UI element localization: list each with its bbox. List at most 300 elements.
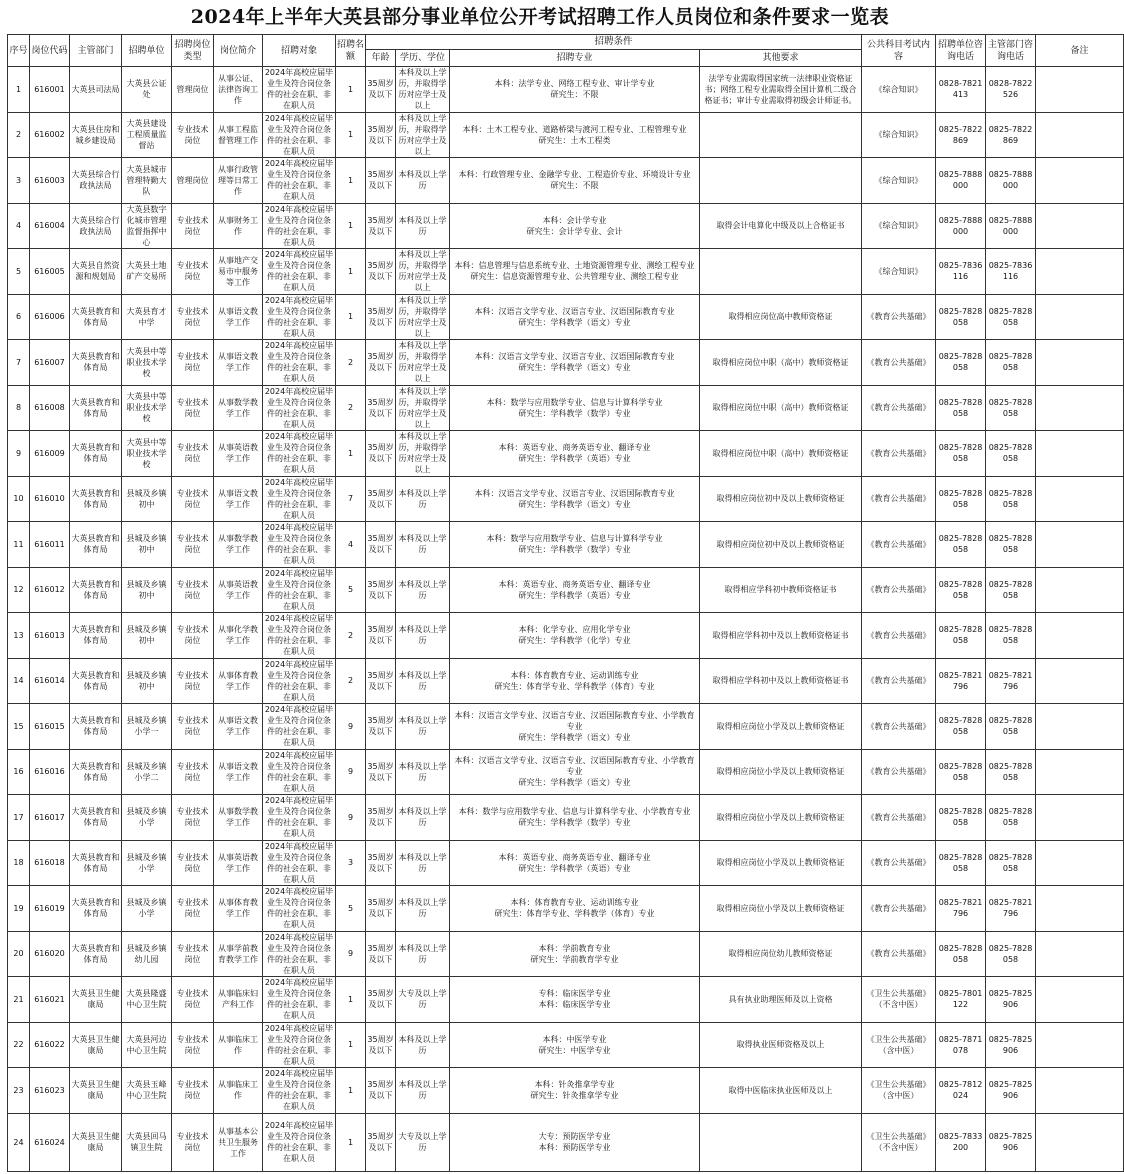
cell-target: 2024年高校应届毕业生及符合岗位条件的社会在职、非在职人员 [263, 1068, 336, 1114]
cell-other: 法学专业需取得国家统一法律职业资格证书；网络工程专业需取得全国计算机二级合格证书；审计专业需取得初级会计师证书。 [700, 67, 862, 113]
cell-other [700, 112, 862, 158]
cell-unit-phone: 0825-7828058 [936, 340, 986, 386]
cell-remark [1036, 522, 1124, 568]
cell-post-type: 专业技术岗位 [172, 431, 214, 477]
cell-unit: 县城及乡镇初中 [122, 522, 172, 568]
cell-other: 取得相应学科初中及以上教师资格证书 [700, 613, 862, 659]
cell-code: 616015 [30, 704, 70, 750]
cell-code: 616018 [30, 840, 70, 886]
cell-exam: 《教育公共基础》 [862, 840, 936, 886]
cell-major: 本科：汉语言文学专业、汉语言专业、汉语国际教育专业、小学教育专业 研究生：学科教学（语文）专业 [450, 704, 700, 750]
cell-code: 616011 [30, 522, 70, 568]
cell-seq: 22 [8, 1022, 30, 1068]
cell-unit-phone: 0825-7822869 [936, 112, 986, 158]
cell-dept: 大英县教育和体育局 [70, 294, 122, 340]
table-row [8, 67, 1124, 113]
cell-unit-phone: 0825-7828058 [936, 840, 986, 886]
cell-unit: 大英县隆盛中心卫生院 [122, 977, 172, 1023]
cell-age: 35周岁及以下 [366, 67, 396, 113]
cell-major: 本科：英语专业、商务英语专业、翻译专业 研究生：学科教学（英语）专业 [450, 567, 700, 613]
cell-seq: 18 [8, 840, 30, 886]
cell-unit: 县城及乡镇小学 [122, 840, 172, 886]
cell-dept-phone: 0825-7825906 [986, 1022, 1036, 1068]
cell-remark [1036, 795, 1124, 841]
cell-seq: 24 [8, 1113, 30, 1171]
cell-unit: 大英县回马镇卫生院 [122, 1113, 172, 1171]
cell-other: 取得相应岗位高中教师资格证 [700, 294, 862, 340]
cell-quota: 1 [336, 67, 366, 113]
cell-age: 35周岁及以下 [366, 749, 396, 795]
cell-remark [1036, 294, 1124, 340]
cell-age: 35周岁及以下 [366, 522, 396, 568]
cell-quota: 3 [336, 840, 366, 886]
cell-quota: 2 [336, 340, 366, 386]
cell-seq: 1 [8, 67, 30, 113]
header-dept-phone: 主管部门咨询电话 [986, 35, 1036, 67]
cell-dept: 大英县自然资源和规划局 [70, 249, 122, 295]
cell-code: 616010 [30, 476, 70, 522]
cell-major: 本科：针灸推拿学专业 研究生：针灸推拿学专业 [450, 1068, 700, 1114]
cell-post-desc: 从事英语教学工作 [214, 840, 263, 886]
cell-remark [1036, 112, 1124, 158]
cell-unit-phone: 0825-7828058 [936, 931, 986, 977]
cell-dept-phone: 0825-7836116 [986, 249, 1036, 295]
cell-age: 35周岁及以下 [366, 1022, 396, 1068]
cell-exam: 《教育公共基础》 [862, 704, 936, 750]
cell-edu: 本科及以上学历，并取得学历对应学士及以上 [396, 294, 450, 340]
header-major: 招聘专业 [450, 50, 700, 67]
cell-edu: 本科及以上学历，并取得学历对应学士及以上 [396, 431, 450, 477]
cell-code: 616019 [30, 886, 70, 932]
cell-exam: 《教育公共基础》 [862, 931, 936, 977]
table-row [8, 385, 1124, 431]
cell-target: 2024年高校应届毕业生及符合岗位条件的社会在职、非在职人员 [263, 886, 336, 932]
cell-dept-phone: 0825-7828058 [986, 704, 1036, 750]
cell-remark [1036, 704, 1124, 750]
cell-quota: 1 [336, 203, 366, 249]
cell-post-type: 专业技术岗位 [172, 840, 214, 886]
cell-code: 616024 [30, 1113, 70, 1171]
cell-exam: 《教育公共基础》 [862, 294, 936, 340]
cell-unit: 大英县中等职业技术学校 [122, 340, 172, 386]
cell-dept: 大英县教育和体育局 [70, 385, 122, 431]
cell-remark [1036, 886, 1124, 932]
cell-quota: 9 [336, 795, 366, 841]
cell-major: 本科：化学专业、应用化学专业 研究生：学科教学（化学）专业 [450, 613, 700, 659]
cell-code: 616017 [30, 795, 70, 841]
cell-dept: 大英县卫生健康局 [70, 977, 122, 1023]
cell-dept: 大英县教育和体育局 [70, 340, 122, 386]
header-post-type: 招聘岗位类型 [172, 35, 214, 67]
cell-unit-phone: 0828-7821413 [936, 67, 986, 113]
header-exam: 公共科目考试内容 [862, 35, 936, 67]
cell-dept-phone: 0825-7825906 [986, 1068, 1036, 1114]
cell-code: 616003 [30, 158, 70, 204]
cell-edu: 本科及以上学历，并取得学历对应学士及以上 [396, 249, 450, 295]
cell-age: 35周岁及以下 [366, 567, 396, 613]
cell-other: 取得相应岗位小学及以上教师资格证 [700, 704, 862, 750]
cell-unit-phone: 0825-7828058 [936, 522, 986, 568]
cell-exam: 《教育公共基础》 [862, 522, 936, 568]
cell-dept-phone: 0825-7828058 [986, 840, 1036, 886]
header-remark: 备注 [1036, 35, 1124, 67]
cell-unit: 大英县城市管理特勤大队 [122, 158, 172, 204]
cell-age: 35周岁及以下 [366, 840, 396, 886]
cell-post-desc: 从事基本公共卫生服务工作 [214, 1113, 263, 1171]
header-code: 岗位代码 [30, 35, 70, 67]
cell-seq: 13 [8, 613, 30, 659]
cell-post-type: 专业技术岗位 [172, 704, 214, 750]
cell-post-type: 专业技术岗位 [172, 340, 214, 386]
cell-post-type: 专业技术岗位 [172, 567, 214, 613]
cell-unit: 县城及乡镇小学 [122, 886, 172, 932]
cell-target: 2024年高校应届毕业生及符合岗位条件的社会在职、非在职人员 [263, 1022, 336, 1068]
cell-code: 616004 [30, 203, 70, 249]
cell-exam: 《综合知识》 [862, 158, 936, 204]
cell-edu: 本科及以上学历 [396, 613, 450, 659]
cell-unit: 县城及乡镇小学 [122, 795, 172, 841]
cell-unit-phone: 0825-7836116 [936, 249, 986, 295]
cell-dept-phone: 0825-7828058 [986, 294, 1036, 340]
cell-edu: 本科及以上学历 [396, 931, 450, 977]
cell-age: 35周岁及以下 [366, 476, 396, 522]
cell-unit: 县城及乡镇初中 [122, 567, 172, 613]
cell-unit: 大英县公证处 [122, 67, 172, 113]
cell-dept: 大英县教育和体育局 [70, 704, 122, 750]
cell-exam: 《综合知识》 [862, 249, 936, 295]
cell-unit: 县城及乡镇幼儿园 [122, 931, 172, 977]
cell-seq: 10 [8, 476, 30, 522]
cell-quota: 1 [336, 158, 366, 204]
header-edu: 学历、学位 [396, 50, 450, 67]
cell-dept: 大英县教育和体育局 [70, 931, 122, 977]
table-row [8, 158, 1124, 204]
cell-age: 35周岁及以下 [366, 931, 396, 977]
cell-remark [1036, 1113, 1124, 1171]
cell-unit: 大英县数字化城市管理监督指挥中心 [122, 203, 172, 249]
cell-unit-phone: 0825-7888000 [936, 158, 986, 204]
cell-code: 616014 [30, 658, 70, 704]
cell-major: 本科：英语专业、商务英语专业、翻译专业 研究生：学科教学（英语）专业 [450, 431, 700, 477]
header-seq: 序号 [8, 35, 30, 67]
cell-post-type: 专业技术岗位 [172, 249, 214, 295]
cell-post-desc: 从事语文教学工作 [214, 704, 263, 750]
cell-post-desc: 从事公证、法律咨询工作 [214, 67, 263, 113]
cell-other: 取得相应学科初中及以上教师资格证书 [700, 658, 862, 704]
cell-other: 取得执业医师资格及以上 [700, 1022, 862, 1068]
cell-major: 本科：体育教育专业、运动训练专业 研究生：体育学专业、学科教学（体育）专业 [450, 886, 700, 932]
cell-age: 35周岁及以下 [366, 704, 396, 750]
table-row [8, 203, 1124, 249]
cell-age: 35周岁及以下 [366, 158, 396, 204]
cell-quota: 5 [336, 567, 366, 613]
cell-unit-phone: 0825-7801122 [936, 977, 986, 1023]
cell-post-type: 专业技术岗位 [172, 977, 214, 1023]
cell-code: 616002 [30, 112, 70, 158]
cell-exam: 《教育公共基础》 [862, 431, 936, 477]
cell-exam: 《教育公共基础》 [862, 613, 936, 659]
cell-major: 本科：会计学专业 研究生：会计学专业、会计 [450, 203, 700, 249]
table-row [8, 340, 1124, 386]
cell-major: 大专：预防医学专业 本科：预防医学专业 [450, 1113, 700, 1171]
cell-dept: 大英县卫生健康局 [70, 1022, 122, 1068]
cell-unit-phone: 0825-7821796 [936, 886, 986, 932]
cell-edu: 本科及以上学历 [396, 749, 450, 795]
cell-edu: 大专及以上学历 [396, 977, 450, 1023]
cell-dept-phone: 0825-7828058 [986, 567, 1036, 613]
cell-dept: 大英县教育和体育局 [70, 886, 122, 932]
cell-seq: 23 [8, 1068, 30, 1114]
cell-seq: 7 [8, 340, 30, 386]
header-post-desc: 岗位简介 [214, 35, 263, 67]
cell-remark [1036, 67, 1124, 113]
table-header [8, 35, 1124, 67]
cell-quota: 2 [336, 613, 366, 659]
cell-age: 35周岁及以下 [366, 340, 396, 386]
header-quota: 招聘名额 [336, 35, 366, 67]
cell-major: 本科：体育教育专业、运动训练专业 研究生：体育学专业、学科教学（体育）专业 [450, 658, 700, 704]
cell-exam: 《教育公共基础》 [862, 795, 936, 841]
cell-remark [1036, 977, 1124, 1023]
cell-seq: 3 [8, 158, 30, 204]
cell-code: 616012 [30, 567, 70, 613]
cell-target: 2024年高校应届毕业生及符合岗位条件的社会在职、非在职人员 [263, 385, 336, 431]
cell-other: 取得相应岗位初中及以上教师资格证 [700, 522, 862, 568]
table-body [8, 67, 1124, 1172]
cell-target: 2024年高校应届毕业生及符合岗位条件的社会在职、非在职人员 [263, 977, 336, 1023]
cell-quota: 1 [336, 1113, 366, 1171]
cell-seq: 17 [8, 795, 30, 841]
cell-post-type: 专业技术岗位 [172, 658, 214, 704]
cell-remark [1036, 749, 1124, 795]
cell-post-desc: 从事语文教学工作 [214, 294, 263, 340]
cell-quota: 5 [336, 886, 366, 932]
cell-major: 本科：汉语言文学专业、汉语言专业、汉语国际教育专业 研究生：学科教学（语文）专业 [450, 476, 700, 522]
recruitment-table [7, 34, 1124, 1172]
cell-post-type: 专业技术岗位 [172, 476, 214, 522]
cell-post-type: 管理岗位 [172, 158, 214, 204]
cell-quota: 1 [336, 112, 366, 158]
cell-seq: 4 [8, 203, 30, 249]
cell-dept: 大英县教育和体育局 [70, 749, 122, 795]
cell-other: 取得相应岗位中职（高中）教师资格证 [700, 340, 862, 386]
cell-seq: 5 [8, 249, 30, 295]
cell-exam: 《卫生公共基础》（不含中医） [862, 1113, 936, 1171]
cell-unit: 县城及乡镇小学二 [122, 749, 172, 795]
cell-target: 2024年高校应届毕业生及符合岗位条件的社会在职、非在职人员 [263, 658, 336, 704]
cell-major: 专科：临床医学专业 本科：临床医学专业 [450, 977, 700, 1023]
cell-dept-phone: 0825-7828058 [986, 613, 1036, 659]
cell-exam: 《综合知识》 [862, 112, 936, 158]
cell-edu: 本科及以上学历 [396, 658, 450, 704]
cell-edu: 本科及以上学历 [396, 522, 450, 568]
cell-exam: 《卫生公共基础》（含中医） [862, 1022, 936, 1068]
cell-code: 616007 [30, 340, 70, 386]
cell-seq: 20 [8, 931, 30, 977]
table-row [8, 749, 1124, 795]
cell-quota: 1 [336, 294, 366, 340]
cell-remark [1036, 931, 1124, 977]
cell-exam: 《教育公共基础》 [862, 340, 936, 386]
cell-edu: 本科及以上学历 [396, 840, 450, 886]
cell-remark [1036, 385, 1124, 431]
table-row [8, 977, 1124, 1023]
cell-other: 取得相应岗位初中及以上教师资格证 [700, 476, 862, 522]
cell-other: 取得相应岗位中职（高中）教师资格证 [700, 431, 862, 477]
cell-target: 2024年高校应届毕业生及符合岗位条件的社会在职、非在职人员 [263, 749, 336, 795]
cell-dept: 大英县教育和体育局 [70, 658, 122, 704]
page-title: 2024年上半年大英县部分事业单位公开考试招聘工作人员岗位和条件要求一览表 [190, 6, 890, 28]
header-age: 年龄 [366, 50, 396, 67]
cell-other: 取得相应岗位小学及以上教师资格证 [700, 886, 862, 932]
cell-other [700, 158, 862, 204]
cell-target: 2024年高校应届毕业生及符合岗位条件的社会在职、非在职人员 [263, 840, 336, 886]
cell-post-desc: 从事临床工作 [214, 1022, 263, 1068]
cell-quota: 1 [336, 1022, 366, 1068]
cell-quota: 2 [336, 658, 366, 704]
cell-major: 本科：数学与应用数学专业、信息与计算科学专业 研究生：学科教学（数学）专业 [450, 522, 700, 568]
cell-post-type: 专业技术岗位 [172, 385, 214, 431]
cell-other: 取得相应岗位幼儿教师资格证 [700, 931, 862, 977]
cell-age: 35周岁及以下 [366, 1113, 396, 1171]
cell-major: 本科：汉语言文学专业、汉语言专业、汉语国际教育专业 研究生：学科教学（语文）专业 [450, 340, 700, 386]
cell-seq: 15 [8, 704, 30, 750]
cell-post-type: 专业技术岗位 [172, 886, 214, 932]
cell-remark [1036, 158, 1124, 204]
cell-quota: 1 [336, 1068, 366, 1114]
cell-edu: 本科及以上学历 [396, 1022, 450, 1068]
cell-other: 取得相应学科初中教师资格证书 [700, 567, 862, 613]
cell-exam: 《教育公共基础》 [862, 886, 936, 932]
cell-post-type: 专业技术岗位 [172, 795, 214, 841]
cell-code: 616006 [30, 294, 70, 340]
cell-seq: 21 [8, 977, 30, 1023]
cell-quota: 9 [336, 704, 366, 750]
table-row [8, 567, 1124, 613]
cell-remark [1036, 567, 1124, 613]
cell-post-desc: 从事体育教学工作 [214, 658, 263, 704]
cell-unit: 大英县玉峰中心卫生院 [122, 1068, 172, 1114]
cell-remark [1036, 613, 1124, 659]
cell-remark [1036, 340, 1124, 386]
cell-age: 35周岁及以下 [366, 658, 396, 704]
cell-unit: 大英县中等职业技术学校 [122, 385, 172, 431]
cell-remark [1036, 431, 1124, 477]
cell-edu: 本科及以上学历 [396, 704, 450, 750]
cell-major: 本科：信息管理与信息系统专业、土地资源管理专业、测绘工程专业 研究生：信息资源管理专业、公共管理专业、测绘工程专业 [450, 249, 700, 295]
table-row [8, 613, 1124, 659]
cell-target: 2024年高校应届毕业生及符合岗位条件的社会在职、非在职人员 [263, 476, 336, 522]
cell-unit: 县城及乡镇小学一 [122, 704, 172, 750]
cell-edu: 本科及以上学历 [396, 476, 450, 522]
cell-unit-phone: 0825-7828058 [936, 385, 986, 431]
cell-post-type: 专业技术岗位 [172, 1022, 214, 1068]
cell-other: 取得相应岗位小学及以上教师资格证 [700, 840, 862, 886]
cell-dept-phone: 0825-7828058 [986, 385, 1036, 431]
cell-edu: 本科及以上学历 [396, 886, 450, 932]
cell-code: 616020 [30, 931, 70, 977]
cell-exam: 《教育公共基础》 [862, 385, 936, 431]
header-dept: 主管部门 [70, 35, 122, 67]
cell-dept: 大英县教育和体育局 [70, 431, 122, 477]
cell-age: 35周岁及以下 [366, 203, 396, 249]
cell-post-type: 专业技术岗位 [172, 203, 214, 249]
cell-dept: 大英县教育和体育局 [70, 476, 122, 522]
cell-post-desc: 从事学前教育教学工作 [214, 931, 263, 977]
cell-major: 本科：汉语言文学专业、汉语言专业、汉语国际教育专业 研究生：学科教学（语文）专业 [450, 294, 700, 340]
cell-dept: 大英县教育和体育局 [70, 795, 122, 841]
cell-target: 2024年高校应届毕业生及符合岗位条件的社会在职、非在职人员 [263, 431, 336, 477]
table-row [8, 704, 1124, 750]
cell-age: 35周岁及以下 [366, 385, 396, 431]
cell-post-type: 专业技术岗位 [172, 1068, 214, 1114]
cell-dept: 大英县卫生健康局 [70, 1068, 122, 1114]
header-conditions: 招聘条件 [366, 35, 862, 50]
cell-quota: 9 [336, 931, 366, 977]
cell-age: 35周岁及以下 [366, 977, 396, 1023]
cell-exam: 《教育公共基础》 [862, 658, 936, 704]
table-row [8, 931, 1124, 977]
cell-major: 本科：土木工程专业、道路桥梁与渡河工程专业、工程管理专业 研究生：土木工程类 [450, 112, 700, 158]
cell-other [700, 1113, 862, 1171]
cell-target: 2024年高校应届毕业生及符合岗位条件的社会在职、非在职人员 [263, 340, 336, 386]
cell-dept-phone: 0825-7888000 [986, 158, 1036, 204]
cell-exam: 《综合知识》 [862, 203, 936, 249]
header-unit-phone: 招聘单位咨询电话 [936, 35, 986, 67]
cell-age: 35周岁及以下 [366, 886, 396, 932]
cell-quota: 2 [336, 385, 366, 431]
cell-exam: 《教育公共基础》 [862, 567, 936, 613]
cell-unit-phone: 0825-7812024 [936, 1068, 986, 1114]
cell-age: 35周岁及以下 [366, 613, 396, 659]
cell-seq: 12 [8, 567, 30, 613]
table-row [8, 1068, 1124, 1114]
cell-code: 616001 [30, 67, 70, 113]
cell-remark [1036, 1068, 1124, 1114]
cell-dept-phone: 0825-7825906 [986, 1113, 1036, 1171]
cell-quota: 7 [336, 476, 366, 522]
cell-code: 616005 [30, 249, 70, 295]
table-row [8, 886, 1124, 932]
cell-post-desc: 从事工程监督管理工作 [214, 112, 263, 158]
cell-target: 2024年高校应届毕业生及符合岗位条件的社会在职、非在职人员 [263, 522, 336, 568]
cell-post-type: 专业技术岗位 [172, 522, 214, 568]
cell-code: 616016 [30, 749, 70, 795]
table-row [8, 658, 1124, 704]
cell-age: 35周岁及以下 [366, 1068, 396, 1114]
cell-post-desc: 从事化学教学工作 [214, 613, 263, 659]
cell-unit-phone: 0825-7871078 [936, 1022, 986, 1068]
cell-dept-phone: 0825-7821796 [986, 658, 1036, 704]
cell-post-desc: 从事英语教学工作 [214, 567, 263, 613]
cell-exam: 《卫生公共基础》（含中医） [862, 1068, 936, 1114]
cell-dept-phone: 0825-7821796 [986, 886, 1036, 932]
cell-major: 本科：行政管理专业、金融学专业、工程造价专业、环境设计专业 研究生：不限 [450, 158, 700, 204]
cell-target: 2024年高校应届毕业生及符合岗位条件的社会在职、非在职人员 [263, 249, 336, 295]
cell-other: 取得会计电算化中级及以上合格证书 [700, 203, 862, 249]
cell-major: 本科：中医学专业 研究生：中医学专业 [450, 1022, 700, 1068]
cell-seq: 19 [8, 886, 30, 932]
cell-target: 2024年高校应届毕业生及符合岗位条件的社会在职、非在职人员 [263, 567, 336, 613]
table-row [8, 795, 1124, 841]
cell-post-desc: 从事数学教学工作 [214, 385, 263, 431]
table-row [8, 1113, 1124, 1171]
cell-post-desc: 从事行政管理等日常工作 [214, 158, 263, 204]
cell-edu: 本科及以上学历，并取得学历对应学士及以上 [396, 340, 450, 386]
cell-major: 本科：数学与应用数学专业、信息与计算科学专业、小学教育专业 研究生：学科教学（数学）专业 [450, 795, 700, 841]
cell-other: 取得中医临床执业医师及以上 [700, 1068, 862, 1114]
cell-seq: 8 [8, 385, 30, 431]
